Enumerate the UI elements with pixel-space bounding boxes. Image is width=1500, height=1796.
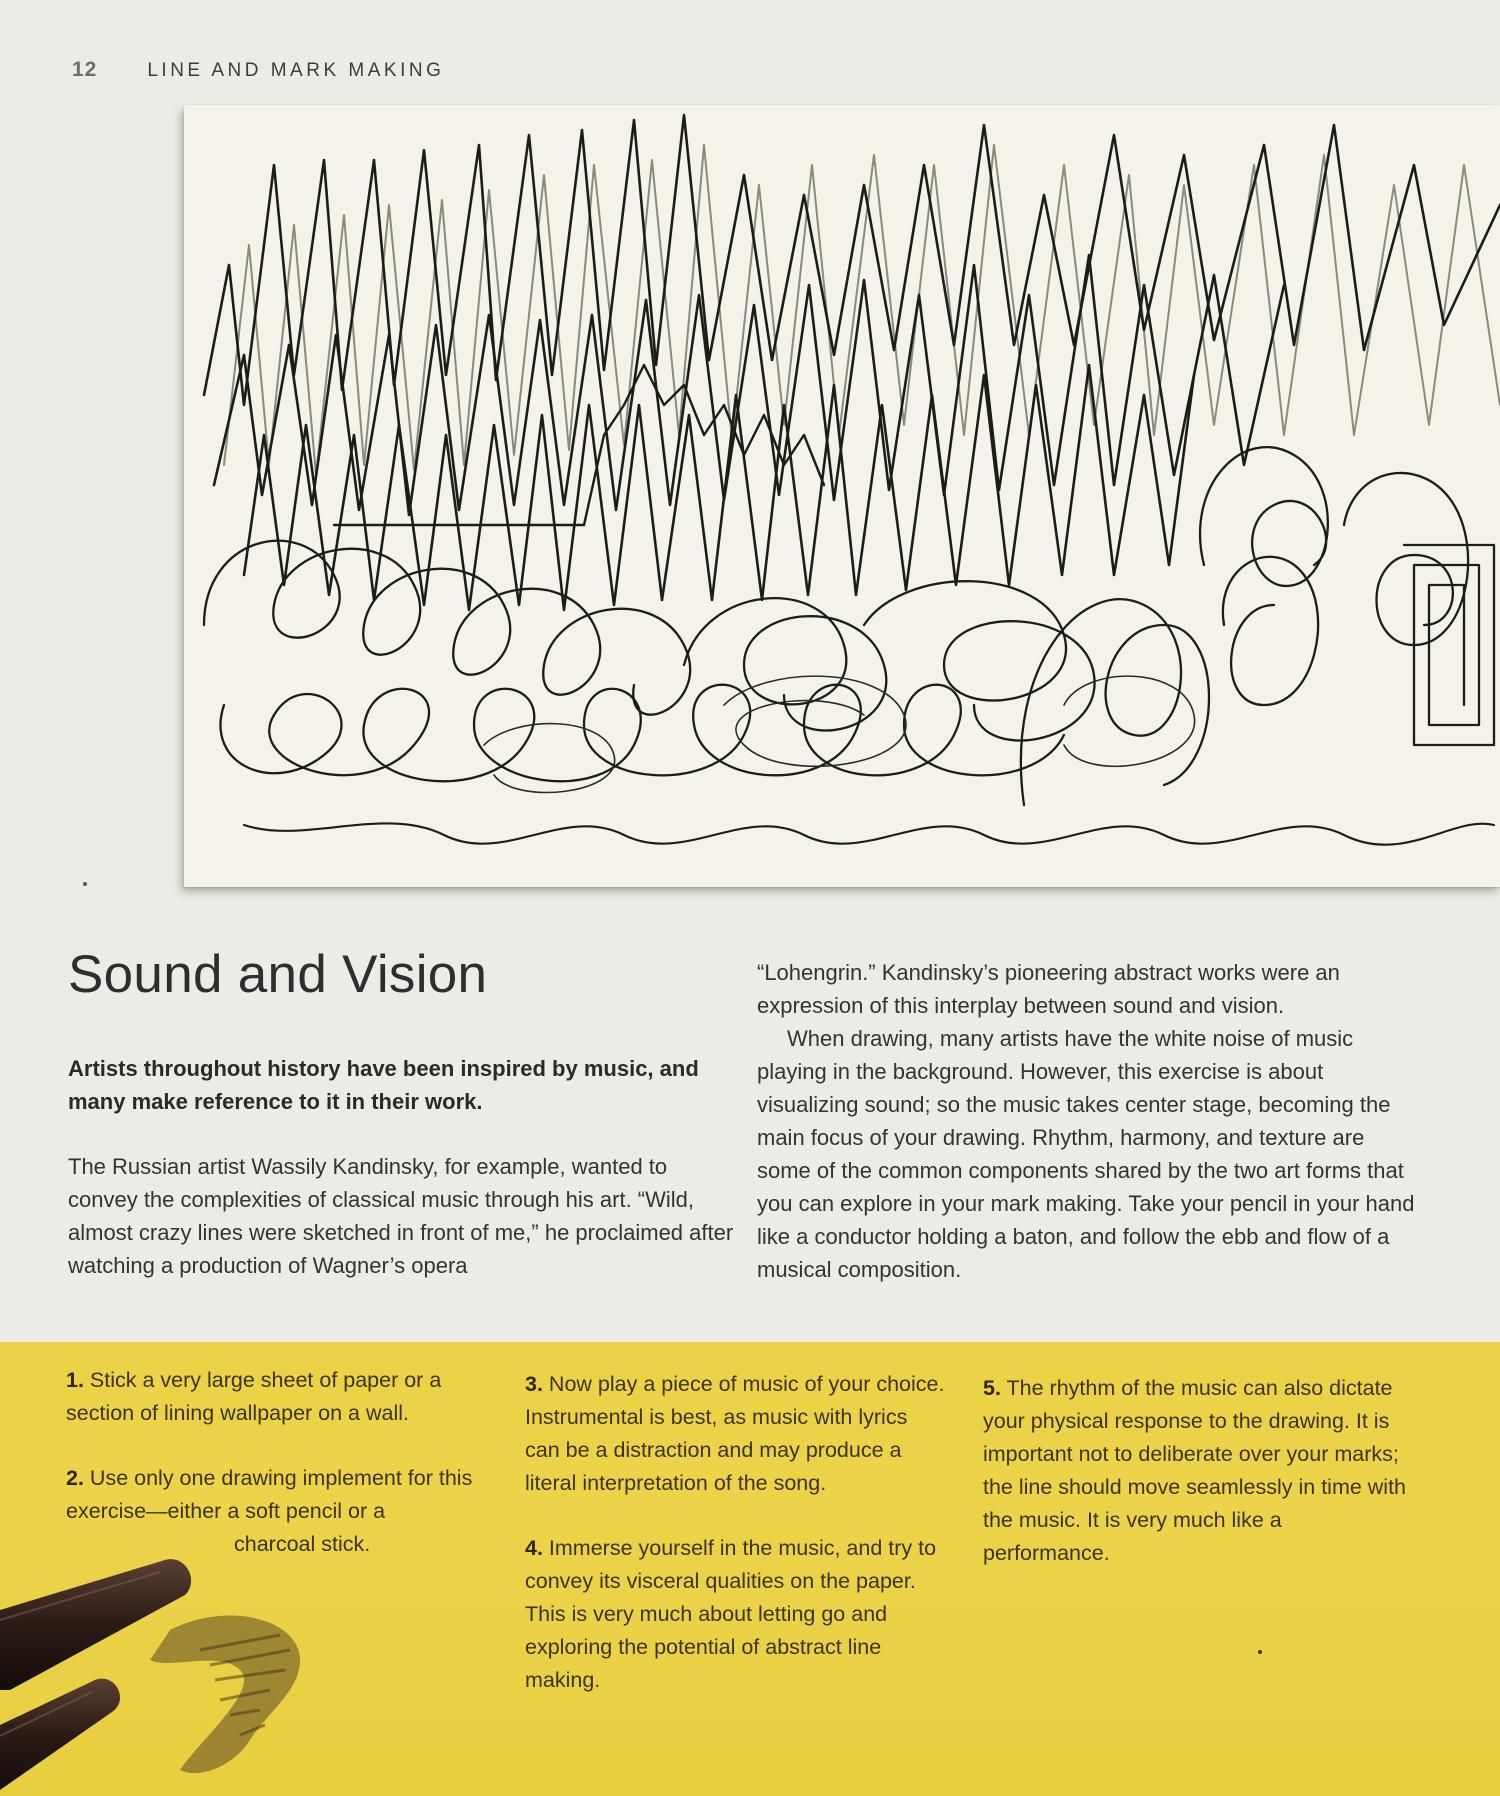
ink-zigzag-mid bbox=[214, 255, 1284, 515]
article-title: Sound and Vision bbox=[68, 945, 488, 1004]
body-paragraph: “Lohengrin.” Kandinsky’s pioneering abstract works were an expression of this interplay between sound and vision. bbox=[757, 960, 1340, 1018]
step-item: 5. The rhythm of the music can also dictate your physical response to the drawing. It is important not to deliberate over your marks; the line should move seamlessly in time with the music. It is very much like a performance. bbox=[983, 1376, 1407, 1565]
step-item: 4. Immerse yourself in the music, and try to convey its visceral qualities on the paper. This is very much about letting go and exploring the potential of abstract line making. bbox=[525, 1536, 937, 1692]
charcoal-smudge bbox=[150, 1616, 300, 1774]
charcoal-stick bbox=[0, 1679, 120, 1790]
charcoal-stick bbox=[0, 1559, 191, 1690]
article-lead: Artists throughout history have been inspired by music, and many make reference to it in their work. bbox=[68, 1056, 699, 1114]
article-body-left: The Russian artist Wassily Kandinsky, for example, wanted to convey the complexities of classical music through his art. “Wild, almost crazy lines were sketched in front of me,” he proclaimed after watching a production of Wagner’s opera bbox=[68, 1154, 734, 1278]
ink-loops-base bbox=[244, 823, 1494, 844]
step-item: 1. Stick a very large sheet of paper or a section of lining wallpaper on a wall. bbox=[66, 1368, 442, 1425]
abstract-line-drawing-icon bbox=[184, 105, 1500, 887]
step-item: 2. Use only one drawing implement for this exercise—either a soft pencil or a charcoal stick. bbox=[66, 1462, 498, 1561]
ink-loops-center bbox=[684, 581, 1095, 740]
paper-speck bbox=[1258, 1650, 1262, 1654]
paper-speck bbox=[83, 882, 87, 886]
page-number: 12 bbox=[72, 58, 98, 81]
steps-column-2 bbox=[525, 1368, 945, 1729]
body-paragraph: When drawing, many artists have the white noise of music playing in the background. However, this exercise is about visualizing sound; so the music takes center stage, becoming the main focus of your drawing. Rhythm, harmony, and texture are some of the common components shared by the two art forms that you can explore in your mark making. Take your pencil in your hand like a conductor holding a baton, and follow the ebb and flow of a musical composition. bbox=[757, 1026, 1415, 1282]
ink-zigzag-lower bbox=[244, 365, 1194, 610]
charcoal-sticks-icon bbox=[0, 1540, 360, 1796]
steps-column-3 bbox=[983, 1372, 1413, 1602]
abstract-drawing bbox=[184, 105, 1500, 887]
chapter-title: LINE AND MARK MAKING bbox=[147, 60, 445, 81]
article-body-right bbox=[757, 956, 1417, 1286]
step-item: 3. Now play a piece of music of your choice. Instrumental is best, as music with lyrics can be a distraction and may produce a literal interpretation of the song. bbox=[525, 1372, 945, 1495]
step-text-end: charcoal stick. bbox=[234, 1532, 371, 1556]
ink-loops-bottom bbox=[220, 685, 1064, 782]
running-header bbox=[72, 58, 444, 82]
ink-ellipses bbox=[484, 676, 1195, 792]
ink-loops-right bbox=[1021, 447, 1468, 805]
